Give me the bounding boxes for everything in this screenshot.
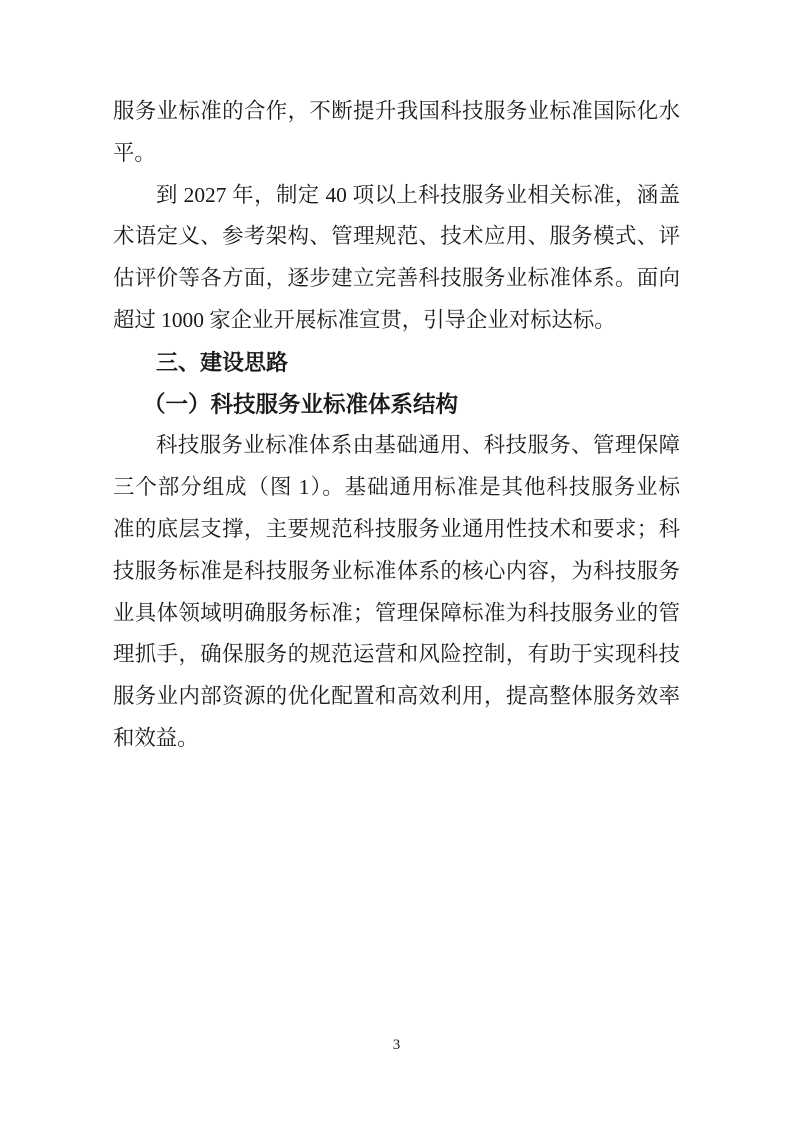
paragraph — [113, 91, 680, 175]
text-line: 三个部分组成（图 1）。基础通用标准是其他科技服务业标 — [113, 475, 680, 500]
text-line: 术语定义、参考架构、管理规范、技术应用、服务模式、评 — [113, 224, 680, 249]
text-line: （一）科技服务业标准体系结构 — [143, 391, 459, 417]
text-line: 技服务标准是科技服务业标准体系的核心内容，为科技服务 — [113, 558, 680, 583]
text-line: 平。 — [113, 140, 156, 165]
text-line: 估评价等各方面，逐步建立完善科技服务业标准体系。面向 — [113, 266, 680, 291]
text-line: 理抓手，确保服务的规范运营和风险控制，有助于实现科技 — [113, 642, 680, 667]
text-line: 三、建设思路 — [156, 349, 289, 375]
page-footer — [0, 1038, 793, 1053]
text-line: 和效益。 — [113, 725, 199, 750]
document-body — [113, 91, 680, 760]
page-number: 3 — [392, 1037, 401, 1053]
text-line: 业具体领域明确服务标准；管理保障标准为科技服务业的管 — [113, 600, 680, 625]
text-line: 服务业内部资源的优化配置和高效利用，提高整体服务效率 — [113, 684, 680, 709]
text-line: 科技服务业标准体系由基础通用、科技服务、管理保障 — [156, 433, 680, 458]
text-line: 准的底层支撑，主要规范科技服务业通用性技术和要求；科 — [113, 516, 680, 541]
paragraph — [113, 175, 680, 342]
text-line: 服务业标准的合作，不断提升我国科技服务业标准国际化水 — [113, 99, 680, 123]
text-line: 到 2027 年，制定 40 项以上科技服务业相关标准，涵盖 — [156, 182, 680, 207]
text-line: 超过 1000 家企业开展标准宣贯，引导企业对标达标。 — [113, 307, 616, 332]
section-heading — [113, 342, 680, 384]
paragraph — [113, 425, 680, 759]
subsection-heading — [113, 384, 680, 426]
